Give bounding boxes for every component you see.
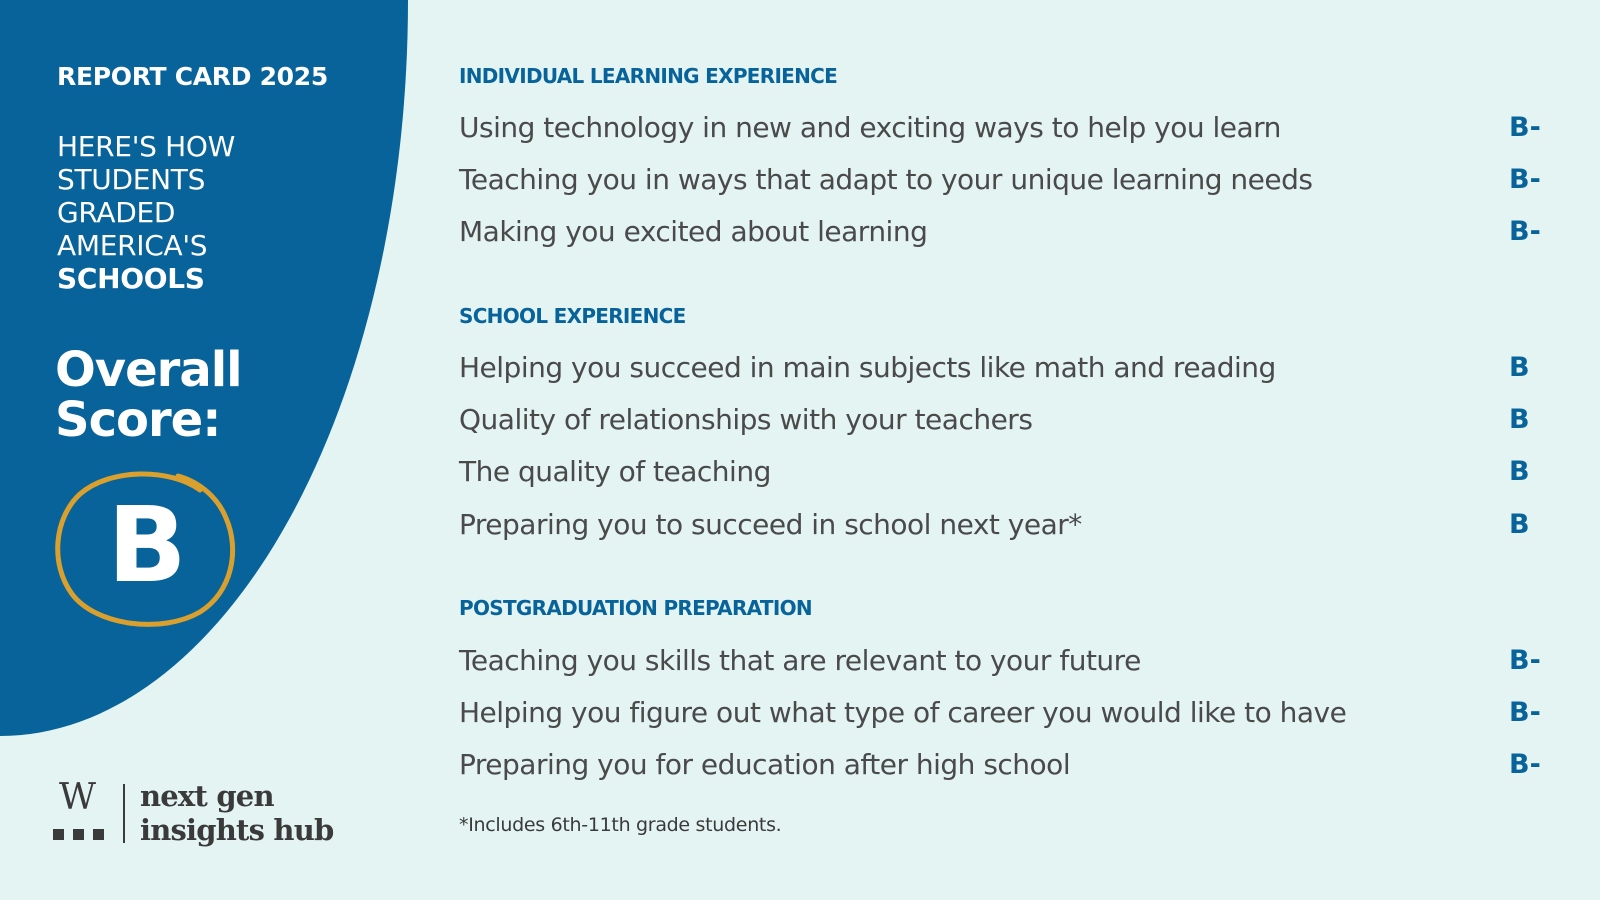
list-item xyxy=(459,693,1559,733)
list-item xyxy=(459,212,1559,252)
tagline-line: HERE'S HOW xyxy=(57,130,236,163)
item-grade: B xyxy=(1509,456,1530,487)
item-grade: B- xyxy=(1509,164,1541,195)
logo-letter: W xyxy=(59,777,97,818)
overall-score-line: Score: xyxy=(55,392,221,448)
item-grade: B- xyxy=(1509,697,1541,728)
section-heading: POSTGRADUATION PREPARATION xyxy=(459,596,812,620)
tagline-line: STUDENTS xyxy=(57,163,206,196)
overall-score-line: Overall xyxy=(55,342,242,398)
list-item xyxy=(459,108,1559,148)
list-item xyxy=(459,641,1559,681)
list-item xyxy=(459,400,1559,440)
list-item xyxy=(459,505,1559,545)
item-grade: B- xyxy=(1509,112,1541,143)
list-item xyxy=(459,452,1559,492)
item-label: Preparing you for education after high school xyxy=(459,748,1071,781)
logo xyxy=(53,777,363,850)
tagline-line: SCHOOLS xyxy=(57,262,205,295)
section-heading: SCHOOL EXPERIENCE xyxy=(459,304,686,328)
footnote: *Includes 6th-11th grade students. xyxy=(459,814,782,836)
item-label: The quality of teaching xyxy=(459,455,771,488)
item-label: Quality of relationships with your teachers xyxy=(459,403,1033,436)
item-label: Teaching you in ways that adapt to your unique learning needs xyxy=(459,163,1313,196)
item-grade: B- xyxy=(1509,749,1541,780)
item-label: Helping you figure out what type of career you would like to have xyxy=(459,696,1347,729)
list-item xyxy=(459,160,1559,200)
logo-line: insights hub xyxy=(140,813,334,847)
item-label: Using technology in new and exciting ways to help you learn xyxy=(459,111,1281,144)
item-grade: B xyxy=(1509,404,1530,435)
three-squares-icon xyxy=(53,829,111,841)
overall-score-heading xyxy=(55,342,242,448)
tagline xyxy=(57,130,337,295)
item-grade: B xyxy=(1509,352,1530,383)
list-item xyxy=(459,348,1559,388)
item-label: Helping you succeed in main subjects like math and reading xyxy=(459,351,1276,384)
section-heading: INDIVIDUAL LEARNING EXPERIENCE xyxy=(459,64,838,88)
tagline-line: AMERICA'S xyxy=(57,229,208,262)
report-title: REPORT CARD 2025 xyxy=(57,62,328,91)
logo-divider xyxy=(123,784,125,843)
item-grade: B- xyxy=(1509,645,1541,676)
overall-grade-letter: B xyxy=(107,484,187,606)
tagline-line: GRADED xyxy=(57,196,176,229)
item-label: Preparing you to succeed in school next year* xyxy=(459,508,1082,541)
logo-line: next gen xyxy=(140,779,274,813)
logo-wordmark xyxy=(140,779,333,847)
item-grade: B xyxy=(1509,509,1530,540)
item-label: Teaching you skills that are relevant to your future xyxy=(459,644,1141,677)
item-label: Making you excited about learning xyxy=(459,215,928,248)
logo-mark xyxy=(53,777,111,846)
item-grade: B- xyxy=(1509,216,1541,247)
list-item xyxy=(459,745,1559,785)
overall-grade-badge xyxy=(50,464,240,634)
